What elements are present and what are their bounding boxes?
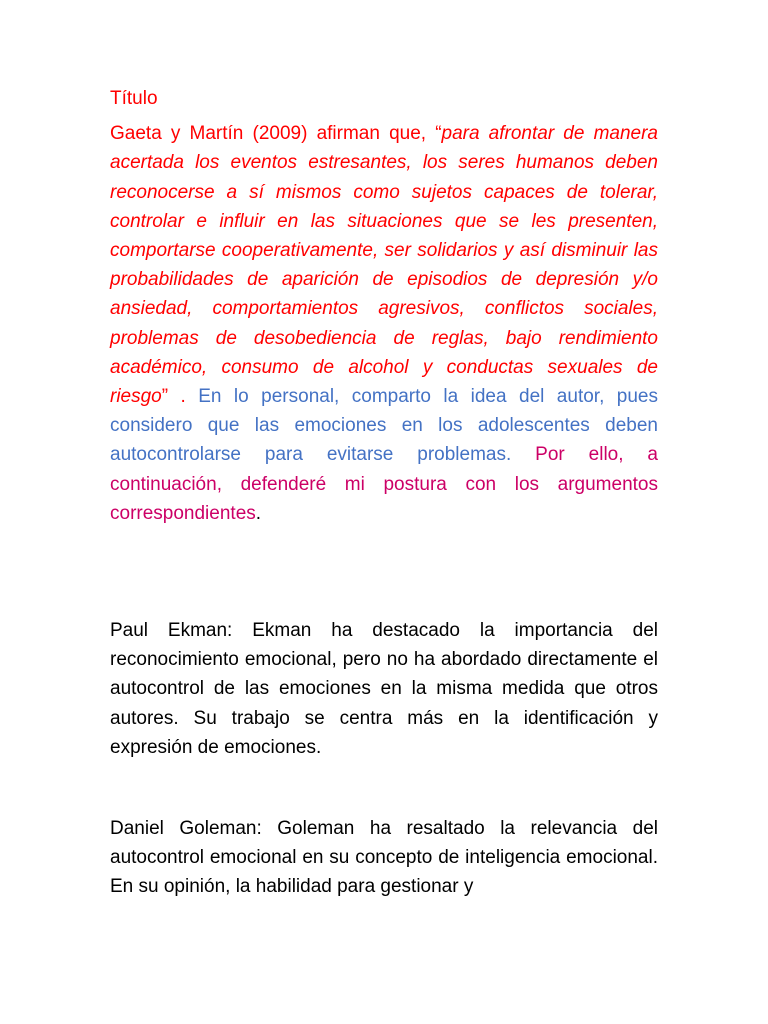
intro-paragraph bbox=[110, 119, 658, 528]
quote-close-mark: ” . bbox=[161, 386, 199, 408]
quote-text: para afrontar de manera acertada los eventos estresantes, los seres humanos deben reconocerse a sí mismos como sujetos capaces de tolerar, controlar e influir en las situaciones que se les presenten, comportarse cooperativamente, ser solidarios y así disminuir las probabilidades de aparición de episodios de depresión y/o ansiedad, comportamientos agresivos, conflictos sociales, problemas de desobediencia de reglas, bajo rendimiento académico, consumo de alcohol y conductas sexuales de riesgo bbox=[110, 123, 658, 408]
document-title: Título bbox=[110, 88, 158, 109]
quote-open-mark: “ bbox=[435, 123, 442, 145]
stance-text: Por ello, a continuación, defenderé mi postura con los argumentos correspondientes bbox=[110, 444, 658, 524]
document-page bbox=[110, 84, 658, 902]
citation-text: Gaeta y Martín (2009) afirman que, bbox=[110, 123, 436, 145]
intro-period: . bbox=[255, 502, 262, 524]
goleman-paragraph: Daniel Goleman: Goleman ha resaltado la relevancia del autocontrol emocional en su concepto de inteligencia emocional. En su opinión, la habilidad para gestionar y bbox=[110, 818, 658, 898]
personal-opinion-text: En lo personal, comparto la idea del autor, pues considero que las emociones en los adolescentes deben autocontrolarse para evitarse problemas. bbox=[110, 386, 658, 466]
ekman-paragraph: Paul Ekman: Ekman ha destacado la importancia del reconocimiento emocional, pero no ha abordado directamente el autocontrol de las emociones en la misma medida que otros autores. Su trabajo se centra más en la identificación y expresión de emociones. bbox=[110, 620, 658, 758]
